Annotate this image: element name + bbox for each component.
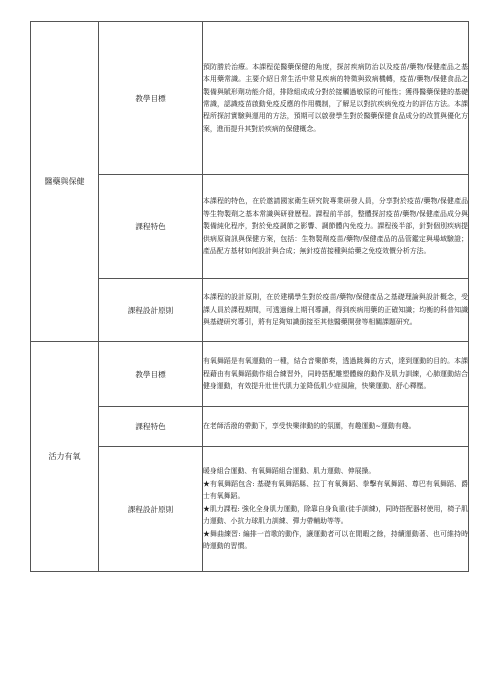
- field-content-cell: [203, 447, 469, 572]
- field-label-cell: 教學目標: [99, 342, 203, 407]
- content-paragraph: ★有氧舞蹈包含: 基礎有氧舞蹈縣、拉丁有氧舞蹈、拳擊有氧舞蹈、尊巴有氧舞蹈、爵士有氧舞蹈。: [203, 479, 468, 501]
- field-content-cell: [203, 175, 469, 279]
- field-content-cell: [203, 279, 469, 342]
- content-paragraph: 預防勝於治療。本課程從醫藥保健的角度，探討疾病防治以及疫苗/藥物/保健產品之基本用藥常識。主要介紹日常生活中常見疾病的特徵與致病機轉，疫苗/藥物/保健食品之製備與賦形劑功能介紹，排除組成成分對於接觸過敏原的可能性；獲得醫藥保健的基礎常識，認識疫苗啟動免疫反應的作用機制，了解足以對抗疾病免疫力的評估方法。本課程所探討實驗與運用的方法，預期可以啟發學生對於醫藥保健食品成分的改質與優化方案，進而提升其對於疾病的保健概念。: [203, 62, 468, 133]
- content-paragraph: 有氧舞蹈是有氧運動的一種，結合音樂節奏，透過跳舞的方式，達到運動的目的。本課程藉由有氧舞蹈動作組合練習外，同時搭配雕塑體線的動作及肌力訓練，心肺運動結合健身運動，有效提升壯世代肌力並降低肌少症風險，快樂運動、舒心釋壓。: [203, 357, 468, 391]
- course-syllabus-table: [30, 21, 469, 572]
- field-label-cell: 課程設計原則: [99, 279, 203, 342]
- content-paragraph: ★舞曲練習: 編排一首歌的動作，讓運動者可以在閒暇之餘，持續運動著、也可維持時時運動的習慣。: [203, 529, 468, 551]
- field-label-cell: 教學目標: [99, 22, 203, 175]
- course-name-cell: 活力有氧: [31, 342, 99, 572]
- field-label-cell: 課程設計原則: [99, 447, 203, 572]
- content-paragraph: 本課程的設計原則，在於建構學生對於疫苗/藥物/保健產品之基礎理論與設計概念，受課人員於課程期間，可透過線上期刊導讀，得到疾病用藥的正確知識；均衡的科普知識與基礎研究導引，將有足夠知識銜接至其他醫藥開發等相關課題研究。: [203, 293, 468, 327]
- content-paragraph: ★肌力課程: 強化全身肌力運動，除靠自身負重(徒手訓練)，同時搭配器材使用，椅子肌力運動、小抗力球肌力訓練、彈力帶輔助等等。: [203, 504, 468, 526]
- field-content-cell: [203, 22, 469, 175]
- course-name-cell: 醫藥與保健: [31, 22, 99, 342]
- table-row: [31, 342, 469, 407]
- table-row: [31, 22, 469, 175]
- content-paragraph: 在老師活潑的帶動下，享受快樂律動的的氛圍，有趣運動~運動有趣。: [203, 422, 416, 431]
- content-paragraph: 本課程的特色，在於邀請國家衛生研究院專業研發人員，分享對於疫苗/藥物/保健產品等生物製劑之基本常識與研發歷程。課程前半部，整體探討疫苗/藥物/保健產品成分與製備純化程序，對於免疫調節之影響、調節體內免疫力。課程後半部，針對個別疾病提供病原資訊與保健方案，包括：生物製劑疫苗/藥物/保健產品的品管鑑定與場域驗證；產品配方基材如何設計與合成；無針疫苗接種與給藥之免疫效價分析方法。: [203, 197, 468, 256]
- content-paragraph: 暖身組合運動、有氧舞蹈組合運動、肌力運動、伸展操。: [203, 467, 376, 476]
- field-label-cell: 課程特色: [99, 407, 203, 447]
- field-content-cell: [203, 407, 469, 447]
- field-label-cell: 課程特色: [99, 175, 203, 279]
- field-content-cell: [203, 342, 469, 407]
